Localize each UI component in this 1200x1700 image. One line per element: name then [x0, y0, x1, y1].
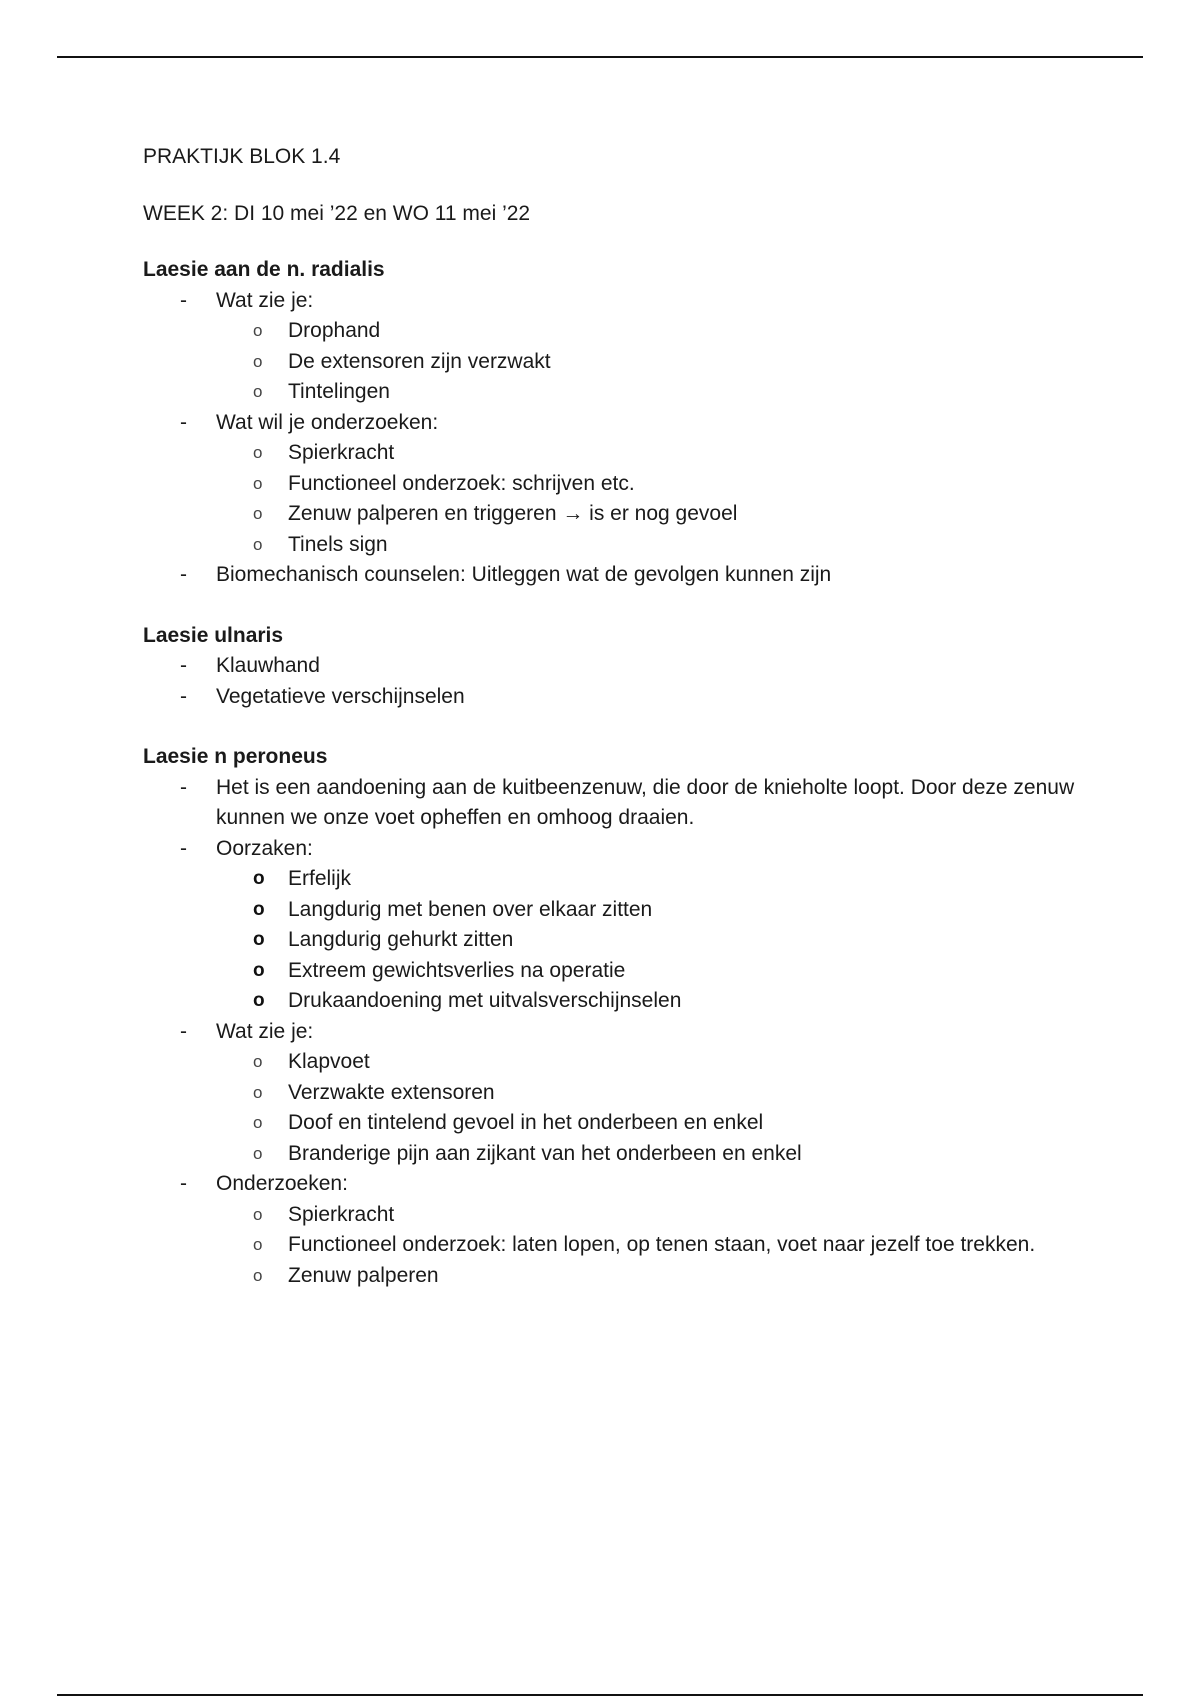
circle-bullet-icon: o [253, 1204, 263, 1224]
dash-marker: - [180, 1019, 187, 1043]
circle-bullet-icon: o [253, 382, 263, 401]
sub-list-item-text: Zenuw palperen en triggeren → is er nog gevoel [288, 502, 738, 525]
sub-list-item [143, 1047, 1083, 1078]
sub-list-item [143, 1230, 1083, 1261]
circle-bullet-icon: o [253, 443, 263, 462]
sub-list-item [143, 864, 1083, 895]
section-heading: Laesie aan de n. radialis [143, 258, 385, 281]
circle-bullet-icon: o [253, 898, 265, 920]
circle-bullet-icon: o [253, 1082, 263, 1102]
section-heading: Laesie ulnaris [143, 623, 284, 647]
list-item [143, 651, 1083, 682]
dash-marker: - [180, 684, 187, 708]
dash-marker: - [180, 775, 187, 799]
list-item [143, 1017, 1083, 1048]
circle-bullet-icon: o [253, 1113, 263, 1132]
sub-list-item [143, 438, 1083, 469]
list-item-text: Klauwhand [216, 654, 320, 677]
sub-list-item-text: Zenuw palperen [288, 1263, 439, 1287]
list-item-text: Het is een aandoening aan de kuitbeenzenuw, die door de knieholte loopt. Door deze zenuw kunnen we onze voet opheffen en omhoog draaien. [216, 775, 1075, 829]
list-item-text: Wat wil je onderzoeken: [216, 410, 439, 434]
sub-list-item-text: De extensoren zijn verzwakt [288, 349, 551, 373]
week-line: WEEK 2: DI 10 mei ’22 en WO 11 mei ’22 [143, 201, 531, 225]
sub-list-item-text: Branderige pijn aan zijkant van het onderbeen en enkel [288, 1141, 802, 1165]
circle-bullet-icon: o [253, 351, 263, 371]
section-heading: Laesie n peroneus [143, 745, 328, 768]
document-body [143, 142, 1083, 1291]
sub-list-item-text: Doof en tintelend gevoel in het onderbeen en enkel [288, 1111, 764, 1134]
list-item-text: Vegetatieve verschijnselen [216, 684, 465, 708]
sub-list-item [143, 956, 1083, 987]
sub-list-item [143, 316, 1083, 347]
sub-list-item-text: Spierkracht [288, 441, 395, 464]
footer-rule [57, 1694, 1143, 1696]
sub-list-item-text: Functioneel onderzoek: laten lopen, op tenen staan, voet naar jezelf toe trekken. [288, 1233, 1036, 1256]
sub-list-item-text: Tinels sign [288, 532, 388, 556]
sub-list-item [143, 377, 1083, 408]
sub-list-item-text: Functioneel onderzoek: schrijven etc. [288, 471, 635, 495]
list-item-text: Oorzaken: [216, 836, 313, 860]
header-rule [57, 56, 1143, 58]
dash-marker: - [180, 563, 187, 586]
list-item [143, 682, 1083, 713]
circle-bullet-icon: o [253, 504, 263, 523]
section-peroneus [143, 742, 1083, 1291]
dash-marker: - [180, 654, 187, 677]
sub-list-item [143, 925, 1083, 956]
list-item-text: Wat zie je: [216, 1019, 314, 1043]
section-ulnaris [143, 621, 1083, 713]
sub-list-item-text: Drophand [288, 319, 381, 342]
sub-list-item [143, 530, 1083, 561]
sub-list-item-text: Tintelingen [288, 380, 390, 403]
sub-list-item [143, 1108, 1083, 1139]
sub-list-item [143, 347, 1083, 378]
circle-bullet-icon: o [253, 929, 265, 950]
sub-list-item [143, 1139, 1083, 1170]
sub-list-item-text: Verzwakte extensoren [288, 1080, 495, 1104]
circle-bullet-icon: o [253, 868, 265, 889]
list-item [143, 560, 1083, 591]
list-item-text: Wat zie je: [216, 288, 314, 312]
sub-list-item-text: Extreem gewichtsverlies na operatie [288, 958, 626, 982]
list-item-text: Onderzoeken: [216, 1172, 348, 1195]
circle-bullet-icon: o [253, 321, 263, 340]
sub-list-item [143, 1261, 1083, 1292]
circle-bullet-icon: o [253, 990, 265, 1011]
dash-marker: - [180, 288, 187, 312]
list-item [143, 834, 1083, 865]
sub-list-item-text: Langdurig gehurkt zitten [288, 928, 514, 951]
list-item [143, 773, 1083, 834]
sub-list-item-text: Drukaandoening met uitvalsverschijnselen [288, 989, 682, 1012]
sub-list-item [143, 895, 1083, 926]
sub-list-item [143, 1200, 1083, 1231]
sub-list-item [143, 986, 1083, 1017]
list-item [143, 286, 1083, 317]
circle-bullet-icon: o [253, 1235, 263, 1254]
sub-list-item [143, 1078, 1083, 1109]
section-radialis [143, 255, 1083, 591]
dash-marker: - [180, 1172, 187, 1195]
list-item [143, 1169, 1083, 1200]
sub-list-item-text: Spierkracht [288, 1202, 395, 1226]
circle-bullet-icon: o [253, 1143, 263, 1163]
dash-marker: - [180, 836, 187, 860]
circle-bullet-icon: o [253, 959, 265, 981]
sub-list-item [143, 469, 1083, 500]
circle-bullet-icon: o [253, 1052, 263, 1071]
circle-bullet-icon: o [253, 473, 263, 493]
circle-bullet-icon: o [253, 534, 263, 554]
circle-bullet-icon: o [253, 1265, 263, 1285]
document-title: PRAKTIJK BLOK 1.4 [143, 145, 341, 168]
dash-marker: - [180, 410, 187, 434]
sub-list-item [143, 499, 1083, 530]
list-item [143, 408, 1083, 439]
sub-list-item-text: Erfelijk [288, 867, 352, 890]
sub-list-item-text: Langdurig met benen over elkaar zitten [288, 897, 653, 921]
sub-list-item-text: Klapvoet [288, 1050, 370, 1073]
list-item-text: Biomechanisch counselen: Uitleggen wat de gevolgen kunnen zijn [216, 563, 832, 586]
